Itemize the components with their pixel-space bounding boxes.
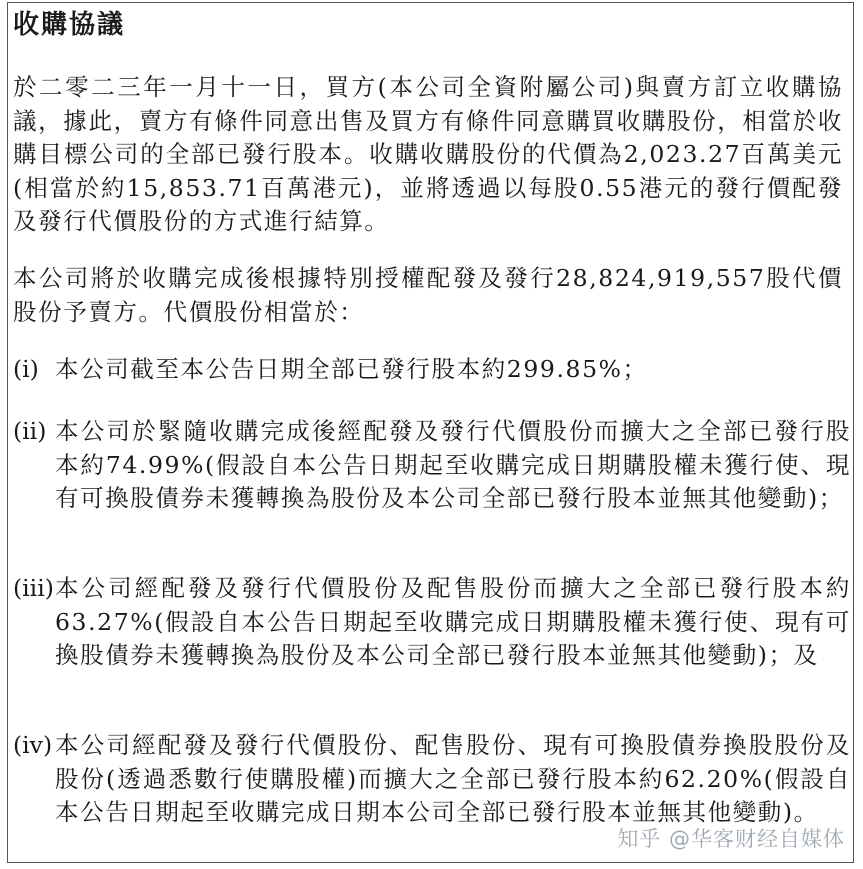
paragraph-consideration-shares: 本公司將於收購完成後根據特別授權配發及發行28,824,919,557股代價股份予賣方。代價股份相當於： bbox=[13, 264, 843, 326]
list-item-number: (ii) bbox=[13, 417, 47, 445]
paragraph-acquisition-agreement: 於二零二三年一月十一日，買方(本公司全資附屬公司)與賣方訂立收購協議，據此，賣方有條件同意出售及買方有條件同意購買收購股份，相當於收購目標公司的全部已發行股本。收購收購股份的代價為2,023.27百萬美元(相當於約15,853.71百萬港元)，並將透過以每股0.55港元的發行價配發及發行代價股份的方式進行結算。 bbox=[13, 73, 843, 235]
section-title: 收購協議 bbox=[13, 10, 126, 40]
watermark: 知乎 @华客财经自媒体 bbox=[617, 827, 845, 851]
list-item bbox=[13, 353, 851, 387]
list-item-number: (iv) bbox=[13, 731, 53, 759]
list-item-number: (iii) bbox=[13, 574, 54, 602]
list-item-text: 本公司經配發及發行代價股份及配售股份而擴大之全部已發行股本約63.27%(假設自本公告日期起至收購完成日期購股權未獲行使、現有可換股債券未獲轉換為股份及本公司全部已發行股本並無其他變動)；及 bbox=[55, 574, 851, 669]
list-item-text: 本公司截至本公告日期全部已發行股本約299.85%； bbox=[55, 355, 648, 383]
list-item-text: 本公司經配發及發行代價股份、配售股份、現有可換股債券換股股份及股份(透過悉數行使購股權)而擴大之全部已發行股本約62.20%(假設自本公告日期起至收購完成日期本公司全部已發行股本並無其他變動)。 bbox=[55, 731, 851, 826]
list-item bbox=[13, 415, 851, 516]
list-item-number: (i) bbox=[13, 355, 39, 383]
list-item bbox=[13, 572, 851, 673]
list-item-text: 本公司於緊隨收購完成後經配發及發行代價股份而擴大之全部已發行股本約74.99%(假設自本公告日期起至收購完成日期購股權未獲行使、現有可換股債券未獲轉換為股份及本公司全部已發行股本並無其他變動)； bbox=[55, 417, 851, 512]
list-item bbox=[13, 729, 851, 830]
